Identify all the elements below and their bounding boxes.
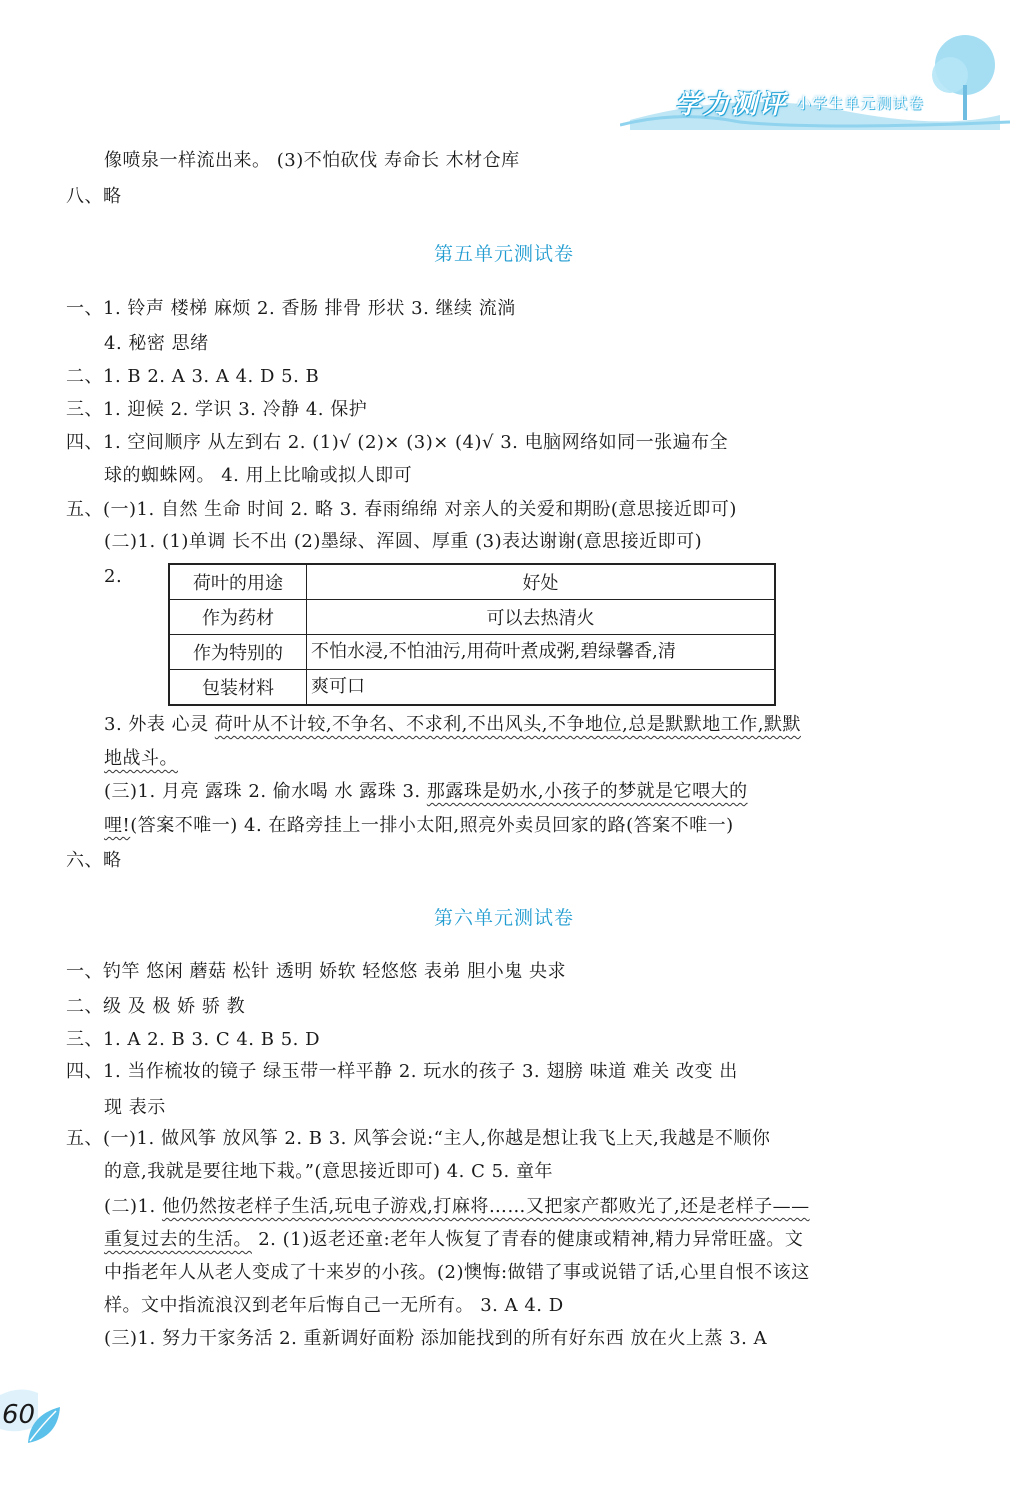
answer-line: [104, 748, 178, 770]
underlined-answer: 他仍然按老样子生活,玩电子游戏,打麻将……又把家产都败光了,还是老样子——: [161, 1196, 810, 1217]
answer-line: (三)1. 努力干家务活 2. 重新调好面粉 添加能找到的所有好东西 放在火上蒸 3. A: [104, 1328, 768, 1349]
lotus-leaf-usage-table: [168, 563, 776, 706]
underlined-answer: 荷叶从不计较,不争名、不求利,不出风头,不争地位,总是默默地工作,默默: [214, 714, 801, 735]
answer-line: [104, 815, 734, 837]
answer-line: 六、略: [66, 850, 122, 871]
table-cell: 作为特别的: [169, 635, 307, 670]
table-cell: 爽可口: [307, 670, 776, 706]
underlined-answer: 哩!: [104, 815, 131, 836]
answer-text: (二)1.: [104, 1196, 162, 1217]
answer-line: 的意,我就是要往地下栽。”(意思接近即可) 4. C 5. 童年: [104, 1161, 553, 1182]
answer-line: [104, 1229, 803, 1251]
brand-title: 学力测评: [675, 90, 788, 120]
answer-line: 球的蜘蛛网。 4. 用上比喻或拟人即可: [104, 465, 413, 486]
underlined-answer: 重复过去的生活。: [104, 1229, 252, 1250]
text-line: 像喷泉一样流出来。 (3)不怕砍伐 寿命长 木材仓库: [104, 150, 520, 171]
table-row: [169, 600, 775, 635]
answer-line: 样。文中指流浪汉到老年后悔自己一无所有。 3. A 4. D: [104, 1295, 564, 1316]
brand-subtitle: 小学生单元测试卷: [796, 94, 925, 112]
table-row: [169, 635, 775, 670]
answer-line: [104, 781, 748, 803]
answer-line: 2.: [104, 566, 123, 587]
table-header-cell: 好处: [307, 564, 776, 600]
answer-line: 一、1. 铃声 楼梯 麻烦 2. 香肠 排骨 形状 3. 继续 流淌: [66, 298, 516, 319]
answer-line: 4. 秘密 思绪: [104, 333, 209, 354]
answer-line: 三、1. 迎候 2. 学识 3. 冷静 4. 保护: [66, 399, 368, 420]
answer-line: 现 表示: [104, 1097, 166, 1118]
table-header-cell: 荷叶的用途: [169, 564, 307, 600]
section-title-unit5: 第五单元测试卷: [433, 243, 574, 265]
answer-line: 二、1. B 2. A 3. A 4. D 5. B: [66, 366, 320, 387]
answer-text: 3. 外表 心灵: [104, 714, 215, 735]
section-title-unit6: 第六单元测试卷: [433, 907, 574, 929]
answer-text: (三)1. 月亮 露珠 2. 偷水喝 水 露珠 3.: [104, 781, 427, 802]
underlined-answer: 那露珠是奶水,小孩子的梦就是它喂大的: [426, 781, 748, 802]
answer-line: (二)1. (1)单调 长不出 (2)墨绿、浑圆、厚重 (3)表达谢谢(意思接近即可): [104, 531, 703, 552]
text-line: 八、略: [66, 186, 122, 207]
answer-line: 中指老年人从老人变成了十来岁的小孩。(2)懊悔:做错了事或说错了话,心里自恨不该这: [104, 1262, 810, 1283]
underlined-answer: 地战斗。: [104, 748, 178, 769]
answer-text: 2. (1)返老还童:老年人恢复了青春的健康或精神,精力异常旺盛。文: [252, 1229, 804, 1250]
table-row: [169, 670, 775, 706]
table-cell: 包装材料: [169, 670, 307, 706]
answer-line: 四、1. 当作梳妆的镜子 绿玉带一样平静 2. 玩水的孩子 3. 翅膀 味道 难关 改变 出: [66, 1061, 738, 1082]
answer-line: 一、钓竿 悠闲 蘑菇 松针 透明 娇软 轻悠悠 表弟 胆小鬼 央求: [66, 961, 566, 982]
page-number: 60: [2, 1400, 36, 1430]
table-cell: 可以去热清火: [307, 600, 776, 635]
table-cell: 不怕水浸,不怕油污,用荷叶煮成粥,碧绿馨香,清: [307, 635, 776, 670]
answer-line: 五、(一)1. 做风筝 放风筝 2. B 3. 风筝会说:“主人,你越是想让我飞上天,我越是不顺你: [66, 1128, 771, 1149]
answer-line: 二、级 及 极 娇 骄 教: [66, 996, 246, 1017]
answer-line: [104, 714, 801, 736]
answer-text: (答案不唯一) 4. 在路旁挂上一排小太阳,照亮外卖员回家的路(答案不唯一): [130, 815, 734, 836]
table-header-row: [169, 564, 775, 600]
answer-line: 三、1. A 2. B 3. C 4. B 5. D: [66, 1029, 321, 1050]
table-cell: 作为药材: [169, 600, 307, 635]
answer-line: 四、1. 空间顺序 从左到右 2. (1)√ (2)× (3)× (4)√ 3. 电脑网络如同一张遍布全: [66, 432, 729, 453]
answer-line: [104, 1196, 810, 1218]
answer-line: 五、(一)1. 自然 生命 时间 2. 略 3. 春雨绵绵 对亲人的关爱和期盼(意思接近即可): [66, 499, 737, 520]
